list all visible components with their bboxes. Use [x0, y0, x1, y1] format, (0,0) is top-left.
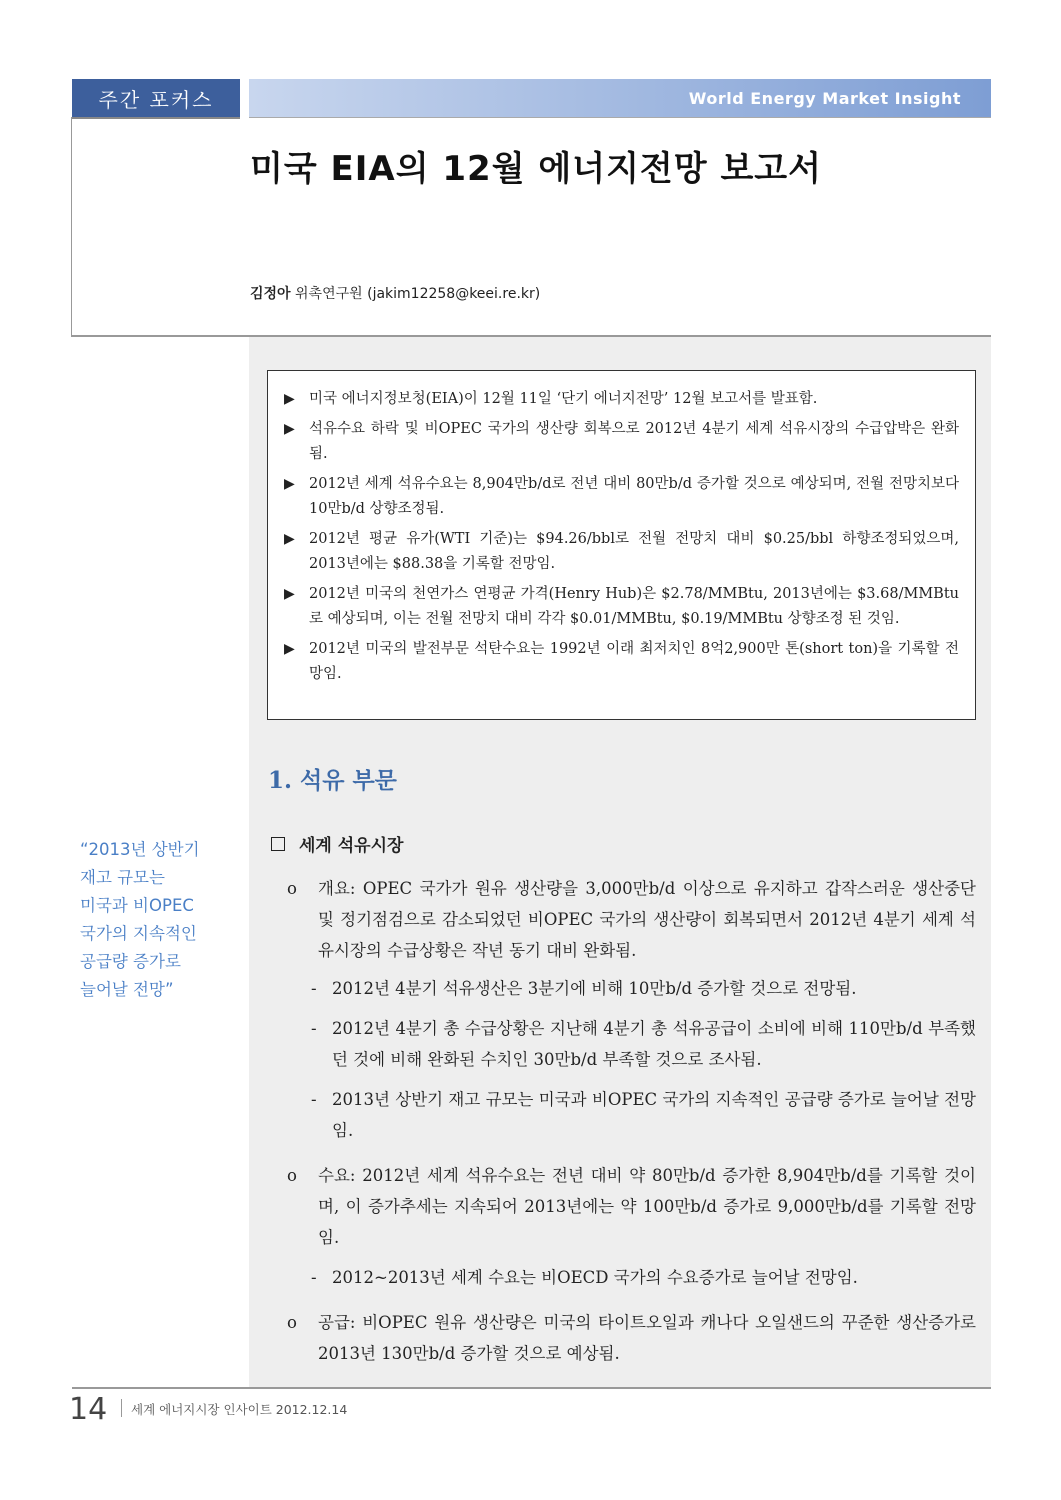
circle-bullet-icon: ο: [287, 1313, 297, 1332]
subsection-heading: [271, 831, 403, 856]
pull-quote-line: 공급량 증가로: [80, 952, 181, 971]
footer-publication: 세계 에너지시장 인사이트 2012.12.14: [131, 1402, 348, 1417]
supply-paragraph: ο 공급: 비OPEC 원유 생산량은 미국의 타이트오일과 캐나다 오일샌드의 꾸준한 생산증가로 2013년 130만b/d 증가할 것으로 예상됨.: [287, 1307, 976, 1369]
summary-item: ▶ 2012년 미국의 발전부문 석탄수요는 1992년 이래 최저치인 8억2,900만 톤(short ton)을 기록할 전망임.: [284, 637, 959, 687]
triangle-bullet-icon: ▶: [284, 391, 295, 407]
author-role: 위촉연구원 (jakim12258@keei.re.kr): [295, 286, 541, 302]
pull-quote-line: 미국과 비OPEC: [80, 896, 194, 915]
page-number: 14: [69, 1392, 108, 1427]
summary-box: [267, 370, 976, 720]
dash-bullet-icon: -: [311, 1019, 317, 1038]
summary-item: ▶ 2012년 미국의 천연가스 연평균 가격(Henry Hub)은 $2.78/MMBtu, 2013년에는 $3.68/MMBtu로 예상되며, 이는 전월 전망치 대비 각각 $0.01/MMBtu, $0.19/MMBtu 상향조정 된 것임.: [284, 582, 959, 632]
triangle-bullet-icon: ▶: [284, 586, 295, 602]
triangle-bullet-icon: ▶: [284, 641, 295, 657]
dash-bullet-icon: -: [311, 1090, 317, 1109]
overview-detail: - 2013년 상반기 재고 규모는 미국과 비OPEC 국가의 지속적인 공급량 증가로 늘어날 전망임.: [311, 1084, 976, 1146]
article-title: 미국 EIA의 12월 에너지전망 보고서: [250, 149, 822, 189]
demand-paragraph: ο 수요: 2012년 세계 석유수요는 전년 대비 약 80만b/d 증가한 8,904만b/d를 기록할 것이며, 이 증가추세는 지속되어 2013년에는 약 100만b/d 증가로 9,000만b/d를 기록할 전망임.: [287, 1160, 976, 1253]
pull-quote-line: 국가의 지속적인: [80, 924, 197, 943]
demand-block: [287, 1160, 976, 1293]
pull-quote-line: 늘어날 전망”: [80, 980, 174, 999]
overview-paragraph: ο 개요: OPEC 국가가 원유 생산량을 3,000만b/d 이상으로 유지하고 갑작스러운 생산중단 및 정기점검으로 감소되었던 비OPEC 국가의 생산량이 회복되면서 2012년 4분기 세계 석유시장의 수급상황은 작년 동기 대비 완화됨.: [287, 873, 976, 966]
summary-item: ▶ 석유수요 하락 및 비OPEC 국가의 생산량 회복으로 2012년 4분기 세계 석유시장의 수급압박은 완화됨.: [284, 417, 959, 467]
subsection-title: 세계 석유시장: [299, 836, 404, 856]
triangle-bullet-icon: ▶: [284, 531, 295, 547]
supply-block: [287, 1307, 976, 1369]
dash-bullet-icon: -: [311, 979, 317, 998]
circle-bullet-icon: ο: [287, 1166, 297, 1185]
summary-item: ▶ 2012년 평균 유가(WTI 기준)는 $94.26/bbl로 전월 전망치 대비 $0.25/bbl 하향조정되었으며, 2013년에는 $88.38을 기록할 전망임.: [284, 527, 959, 577]
overview-block: [287, 873, 976, 1146]
overview-detail: - 2012년 4분기 총 수급상황은 지난해 4분기 총 석유공급이 소비에 비해 110만b/d 부족했던 것에 비해 완화된 수치인 30만b/d 부족할 것으로 조사됨.: [311, 1013, 976, 1075]
checkbox-square-icon: [271, 837, 285, 851]
overview-detail: - 2012년 4분기 석유생산은 3분기에 비해 10만b/d 증가할 것으로 전망됨.: [311, 973, 976, 1004]
circle-bullet-icon: ο: [287, 879, 297, 898]
publication-banner: World Energy Market Insight: [249, 79, 991, 117]
pull-quote-line: “2013년 상반기: [80, 840, 200, 859]
demand-detail: - 2012~2013년 세계 수요는 비OECD 국가의 수요증가로 늘어날 전망임.: [311, 1262, 976, 1293]
header-divider-left: [72, 117, 240, 119]
author-name: 김정아: [250, 286, 291, 302]
author-line: [250, 283, 540, 303]
section-tab: 주간 포커스: [72, 79, 240, 117]
triangle-bullet-icon: ▶: [284, 421, 295, 437]
summary-item: ▶ 2012년 세계 석유수요는 8,904만b/d로 전년 대비 80만b/d 증가할 것으로 예상되며, 전월 전망치보다 10만b/d 상향조정됨.: [284, 472, 959, 522]
dash-bullet-icon: -: [311, 1268, 317, 1287]
triangle-bullet-icon: ▶: [284, 476, 295, 492]
pull-quote-line: 재고 규모는: [80, 868, 165, 887]
section-title: 1. 석유 부문: [268, 767, 397, 794]
summary-item: ▶ 미국 에너지정보청(EIA)이 12월 11일 ‘단기 에너지전망’ 12월 보고서를 발표함.: [284, 387, 959, 412]
header-vertical-rule: [71, 117, 72, 337]
footer-separator: [121, 1399, 122, 1417]
header-divider-right: [249, 117, 991, 118]
footer-divider: [72, 1387, 991, 1389]
pull-quote: [80, 836, 240, 1004]
